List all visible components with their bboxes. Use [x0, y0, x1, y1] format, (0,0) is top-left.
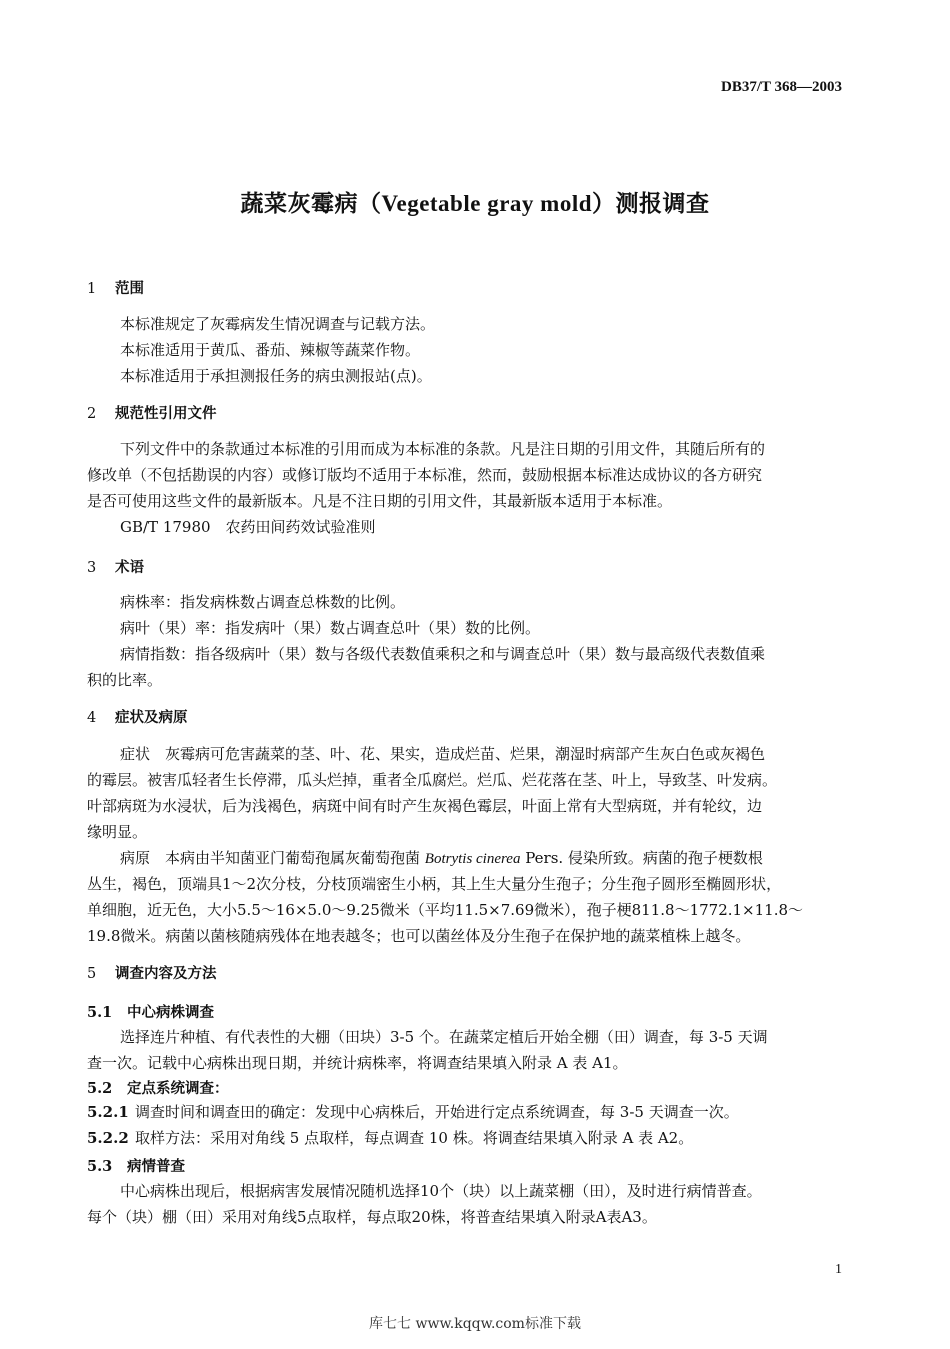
paragraph-line: 中心病株出现后，根据病害发展情况随机选择10个（块）以上蔬菜棚（田），及时进行病情普查。	[120, 1182, 762, 1200]
section-5-2-1	[87, 1099, 842, 1125]
title-cn-part2: ）测报调查	[592, 190, 710, 217]
paragraph-line: 单细胞，近无色，大小5.5～16×5.0～9.25微米（平均11.5×7.69微米），孢子梗811.8～1772.1×11.8～	[87, 901, 804, 919]
section-5-3-body	[87, 1178, 842, 1230]
text-run: Pers. 侵染所致。病菌的孢子梗数根	[520, 849, 763, 867]
section-number: 5.3	[87, 1158, 113, 1175]
section-2-body	[87, 436, 842, 540]
section-5-2-2	[87, 1125, 842, 1151]
paragraph-line: 选择连片种植、有代表性的大棚（田块）3-5 个。在蔬菜定植后开始全棚（田）调查，每 3-5 天调	[120, 1028, 768, 1046]
section-number: 3	[87, 560, 97, 576]
definition-line: 病株率：指发病株数占调查总株数的比例。	[120, 593, 406, 611]
download-footer: 库七七 www.kqqw.com标准下载	[369, 1316, 581, 1332]
section-1-body	[87, 311, 842, 389]
section-1-heading	[87, 277, 144, 298]
section-5-3-heading	[87, 1155, 185, 1176]
section-5-1-heading	[87, 1001, 214, 1022]
section-number: 2	[87, 406, 97, 422]
paragraph-line: 查一次。记载中心病株出现日期，并统计病株率，将调查结果填入附录 A 表 A1。	[87, 1054, 628, 1072]
text-run: 病原 本病由半知菌亚门葡萄孢属灰葡萄孢菌	[120, 849, 425, 867]
paragraph-line	[87, 845, 842, 871]
section-2-heading	[87, 402, 217, 423]
section-5-heading	[87, 962, 217, 983]
section-title: 规范性引用文件	[115, 405, 217, 422]
section-number: 5.2.1	[87, 1103, 129, 1121]
referenced-standard: GB/T 17980 农药田间药效试验准则	[120, 518, 376, 536]
section-number: 5.1	[87, 1004, 113, 1021]
section-title: 中心病株调查	[127, 1004, 214, 1021]
section-title: 术语	[115, 559, 144, 576]
section-title: 症状及病原	[115, 709, 188, 726]
scientific-name: Botrytis cinerea	[424, 851, 521, 867]
title-cn-part1: 蔬菜灰霉病（	[240, 190, 382, 217]
section-title: 调查内容及方法	[115, 965, 217, 982]
paragraph-line: 叶部病斑为水浸状，后为浅褐色，病斑中间有时产生灰褐色霉层，叶面上常有大型病斑，并有轮纹，边	[87, 797, 763, 815]
document-title	[0, 185, 950, 218]
paragraph-line: 本标准规定了灰霉病发生情况调查与记载方法。	[120, 315, 436, 333]
section-number: 4	[87, 710, 97, 726]
section-4-heading	[87, 706, 188, 727]
section-title: 病情普查	[127, 1158, 185, 1175]
paragraph-line: 丛生，褐色，顶端具1～2次分枝，分枝顶端密生小柄，其上生大量分生孢子；分生孢子圆形至椭圆形状，	[87, 875, 782, 893]
paragraph-line: 的霉层。被害瓜轻者生长停滞，瓜头烂掉，重者全瓜腐烂。烂瓜、烂花落在茎、叶上，导致茎、叶发病。	[87, 771, 778, 789]
paragraph-line: 每个（块）棚（田）采用对角线5点取样，每点取20株，将普查结果填入附录A表A3。	[87, 1208, 657, 1226]
paragraph-line: 19.8微米。病菌以菌核随病残体在地表越冬；也可以菌丝体及分生孢子在保护地的蔬菜植株上越冬。	[87, 927, 751, 945]
section-4-body	[87, 741, 842, 949]
section-5-2-heading	[87, 1077, 229, 1098]
paragraph-line: 修改单（不包括勘误的内容）或修订版均不适用于本标准，然而，鼓励根据本标准达成协议的各方研究	[87, 466, 763, 484]
paragraph-line: 是否可使用这些文件的最新版本。凡是不注日期的引用文件，其最新版本适用于本标准。	[87, 492, 673, 510]
page-number: 1	[835, 1262, 842, 1277]
section-title: 范围	[115, 280, 144, 297]
section-title: 定点系统调查：	[127, 1080, 229, 1097]
paragraph-line: 下列文件中的条款通过本标准的引用而成为本标准的条款。凡是注日期的引用文件，其随后所有的	[120, 440, 766, 458]
section-number: 5.2	[87, 1080, 113, 1097]
paragraph-line: 本标准适用于承担测报任务的病虫测报站(点)。	[120, 367, 432, 385]
section-number: 5	[87, 966, 97, 982]
section-3-body	[87, 589, 842, 693]
document-number: DB37/T 368—2003	[721, 79, 842, 95]
clause-text: 取样方法：采用对角线 5 点取样，每点调查 10 株。将调查结果填入附录 A 表 A2。	[135, 1129, 694, 1147]
paragraph-line: 缘明显。	[87, 823, 148, 841]
definition-line: 病叶（果）率：指发病叶（果）数占调查总叶（果）数的比例。	[120, 619, 541, 637]
section-5-1-body	[87, 1024, 842, 1076]
definition-line: 积的比率。	[87, 671, 163, 689]
paragraph-line	[87, 1125, 842, 1151]
paragraph-line: 本标准适用于黄瓜、番茄、辣椒等蔬菜作物。	[120, 341, 421, 359]
title-en-part: Vegetable gray mold	[381, 191, 592, 216]
paragraph-line: 症状 灰霉病可危害蔬菜的茎、叶、花、果实，造成烂苗、烂果，潮湿时病部产生灰白色或灰褐色	[120, 745, 766, 763]
paragraph-line	[87, 1099, 842, 1125]
clause-text: 调查时间和调查田的确定：发现中心病株后，开始进行定点系统调查，每 3-5 天调查一次。	[135, 1103, 739, 1121]
section-number: 1	[87, 281, 97, 297]
section-3-heading	[87, 556, 144, 577]
definition-line: 病情指数：指各级病叶（果）数与各级代表数值乘积之和与调查总叶（果）数与最高级代表数值乘	[120, 645, 766, 663]
section-number: 5.2.2	[87, 1129, 129, 1147]
